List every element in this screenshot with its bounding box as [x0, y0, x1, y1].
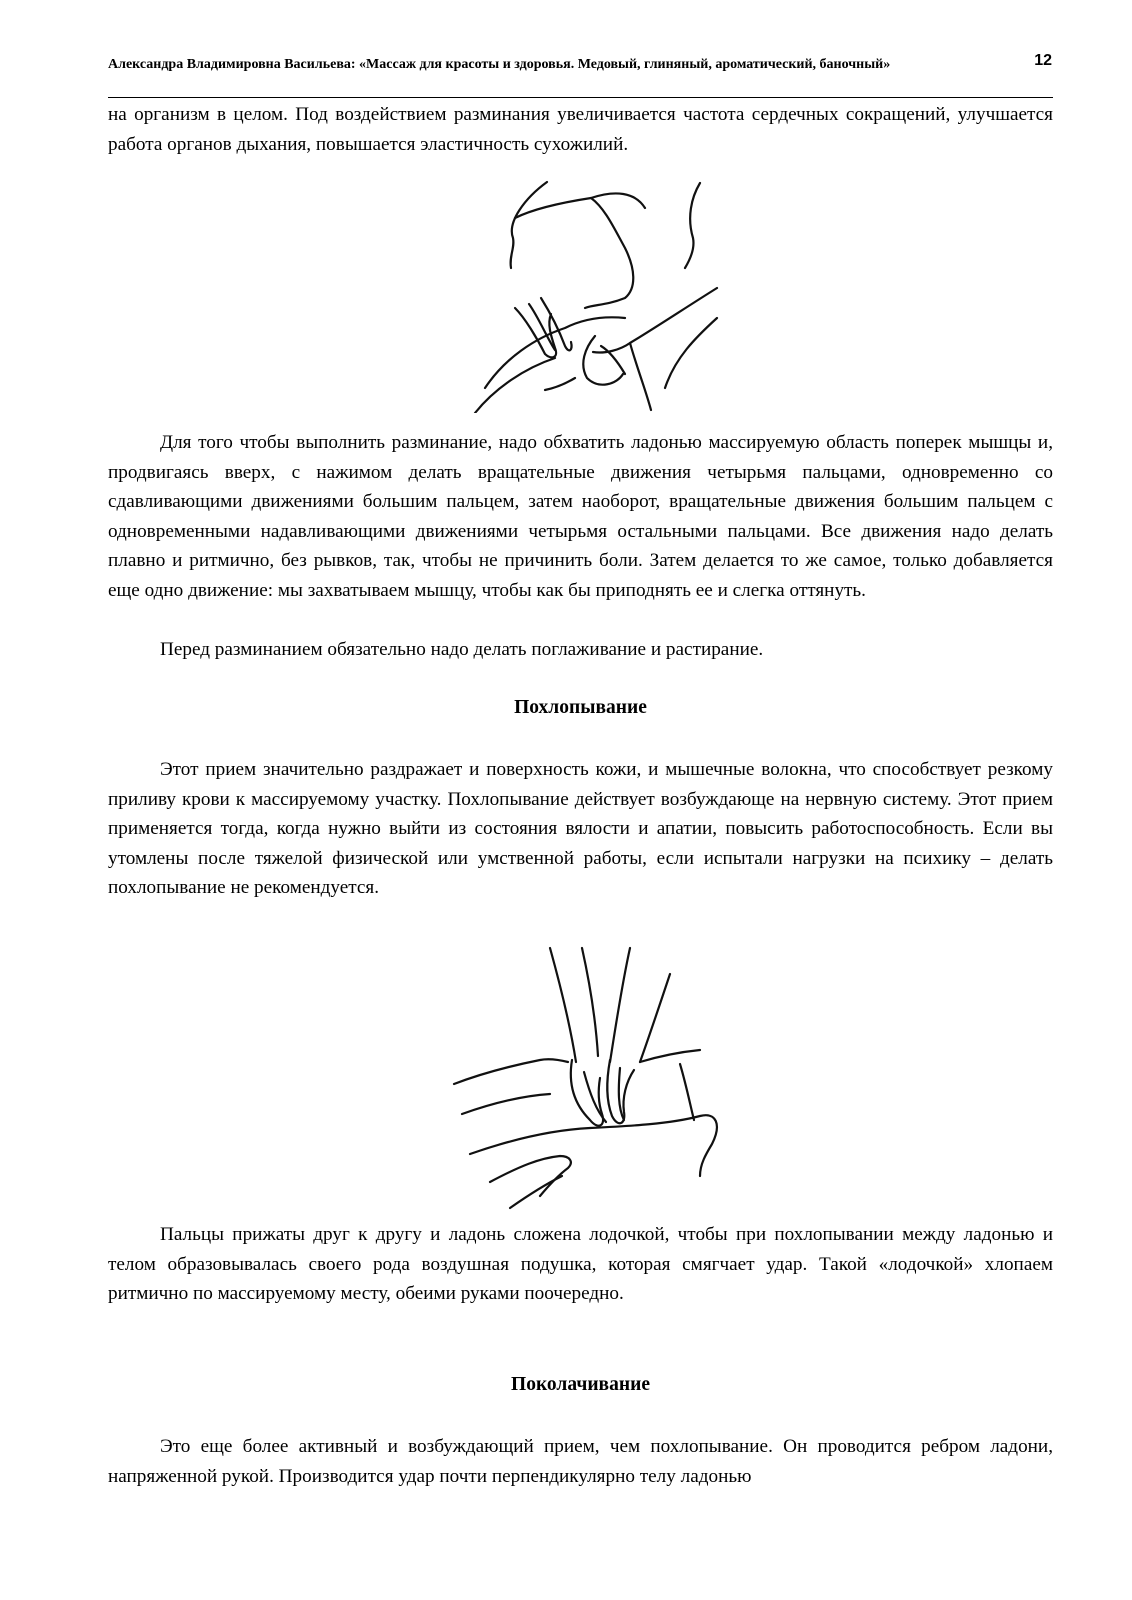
paragraph-tapping-intro: Это еще более активный и возбуждающий прием, чем похлопывание. Он проводится ребром ладони, напряженной рукой. Производится удар почти перпендикулярно телу ладонью: [108, 1436, 1053, 1487]
paragraph-continuation: на организм в целом. Под воздействием разминания увеличивается частота сердечных сокращений, улучшается работа органов дыхания, повышается эластичность сухожилий.: [108, 104, 1053, 155]
section-heading-tapping: Поколачивание: [511, 1374, 650, 1395]
running-header: Александра Владимировна Васильева: «Массаж для красоты и здоровья. Медовый, глиняный, ароматический, баночный»: [108, 57, 891, 72]
paragraph-kneading-note: Перед разминанием обязательно надо делать поглаживание и растирание.: [160, 639, 764, 660]
kneading-illustration: [455, 178, 735, 413]
section-heading-patting: Похлопывание: [514, 697, 647, 718]
patting-illustration: [450, 944, 740, 1214]
paragraph-patting-technique: Пальцы прижаты друг к другу и ладонь сложена лодочкой, чтобы при похлопывании между ладонью и телом образовывалась своего рода воздушная подушка, которая смягчает удар. Такой «лодочкой» хлопаем ритмично по массируемому месту, обеими руками поочередно.: [108, 1224, 1053, 1305]
paragraph-kneading-technique: Для того чтобы выполнить разминание, надо обхватить ладонью массируемую область поперек мышцы и, продвигаясь вверх, с нажимом делать вращательные движения четырьмя пальцами, одновременно со сдавливающими движениями большим пальцем, затем наоборот, вращательные движения большим пальцем с одновременными надавливающими движениями четырьмя остальными пальцами. Все движения надо делать плавно и ритмично, без рывков, так, чтобы не причинить боли. Затем делается то же самое, только добавляется еще одно движение: мы захватываем мышцу, чтобы как бы приподнять ее и слегка оттянуть.: [108, 432, 1053, 601]
paragraph-patting-effect: Этот прием значительно раздражает и поверхность кожи, и мышечные волокна, что способствует резкому приливу крови к массируемому участку. Похлопывание действует возбуждающе на нервную систему. Этот прием применяется тогда, когда нужно выйти из состояния вялости и апатии, повысить работоспособность. Если вы утомлены после тяжелой физической или умственной работы, если испытали нагрузки на психику – делать похлопывание не рекомендуется.: [108, 759, 1053, 899]
header-rule: [108, 97, 1053, 98]
page-number: 12: [1034, 52, 1052, 69]
